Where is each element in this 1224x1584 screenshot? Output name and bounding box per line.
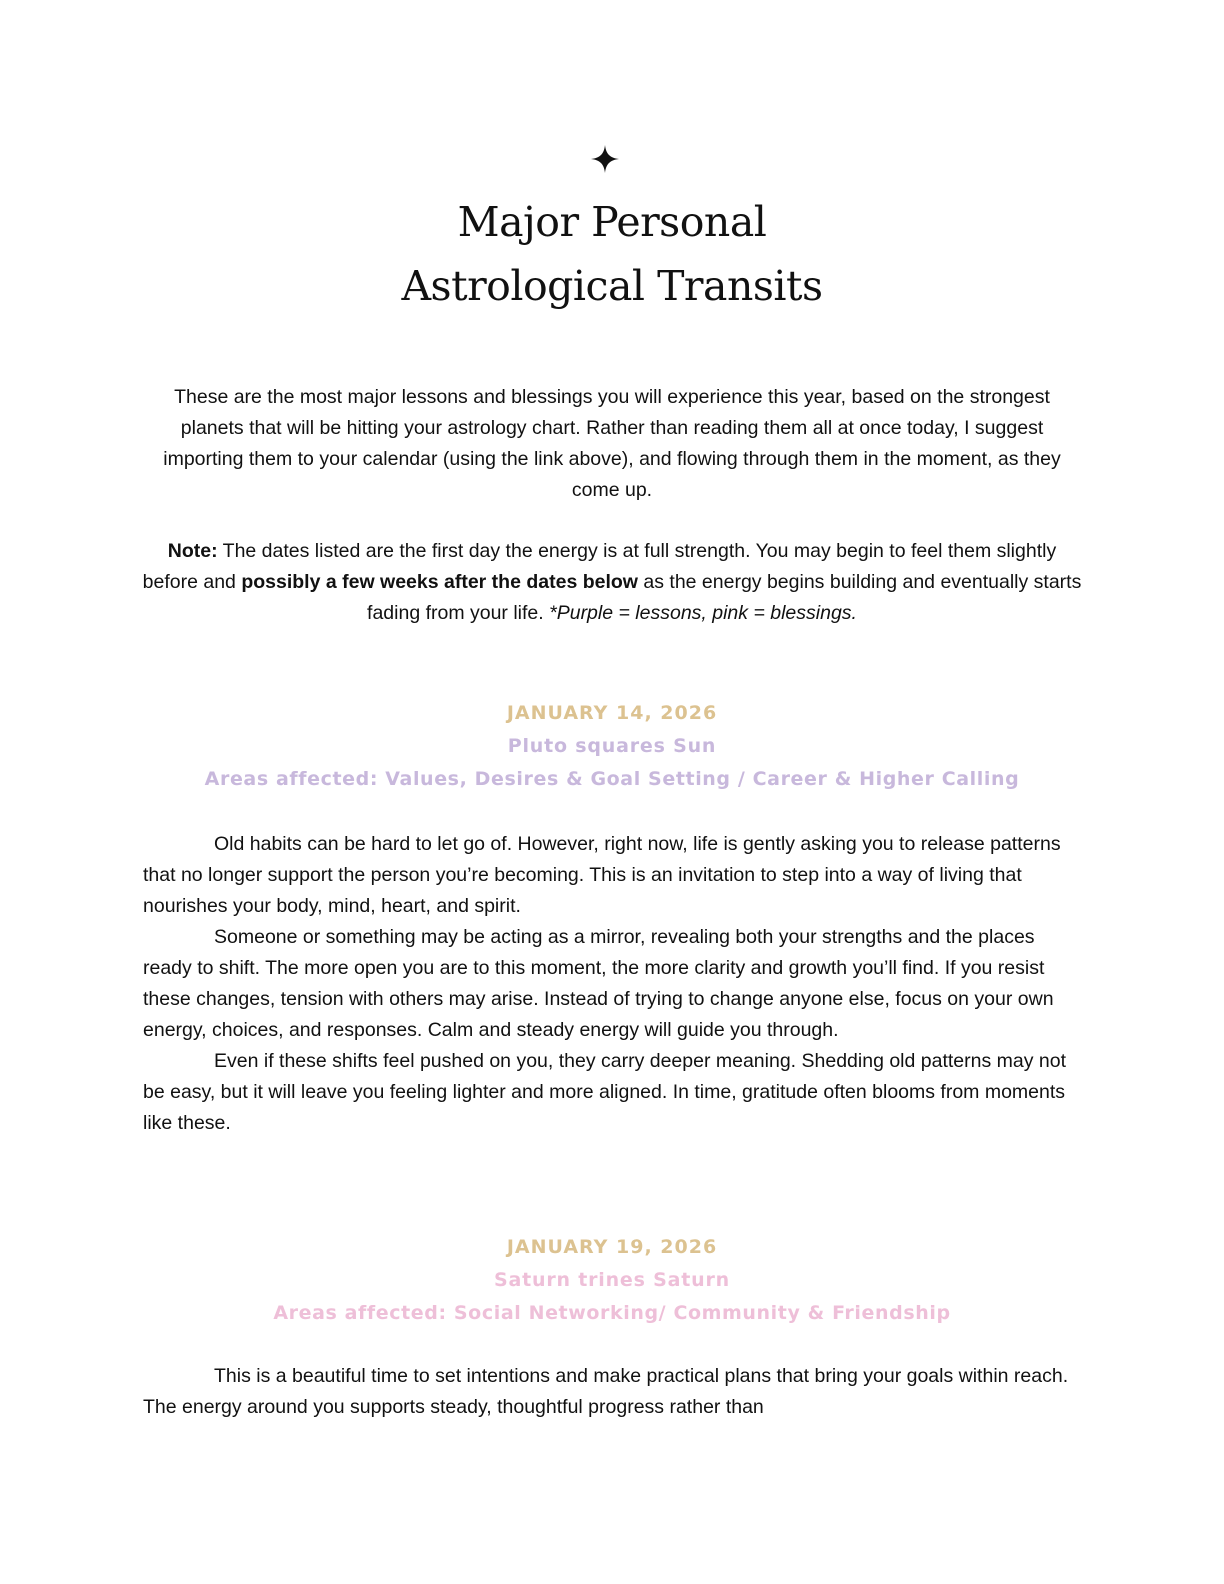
- title-line-2: Astrological Transits: [401, 262, 823, 310]
- transit-areas: Areas affected: Social Networking/ Community & Friendship: [273, 1302, 951, 1324]
- transit-description: [143, 829, 1073, 1139]
- description-paragraph: Someone or something may be acting as a mirror, revealing both your strengths and the places ready to shift. The more open you are to this moment, the more clarity and growth you’ll find. If you resist these changes, tension with others may arise. Instead of trying to change anyone else, focus on your own energy, choices, and responses. Calm and steady energy will guide you through.: [143, 926, 1054, 1041]
- note-text-1: The dates listed are the first day the energy is at full strength. You may begin to feel them slightly before and: [142, 540, 1057, 593]
- page-title: [0, 190, 1224, 318]
- description-paragraph: Old habits can be hard to let go of. However, right now, life is gently asking you to release patterns that no longer support the person you’re becoming. This is an invitation to step into a way of living that nourishes your body, mind, heart, and spirit.: [143, 833, 1061, 917]
- title-line-1: Major Personal: [457, 198, 767, 246]
- transit-aspect: Pluto squares Sun: [507, 735, 717, 757]
- transit-description: [143, 1361, 1073, 1423]
- color-legend-note: *Purple = lessons, pink = blessings.: [549, 602, 857, 624]
- transit-areas: Areas affected: Values, Desires & Goal Setting / Career & Higher Calling: [204, 768, 1020, 790]
- note-text-2: as the energy begins building and eventually starts fading from your life.: [367, 571, 1082, 624]
- transit-heading: [0, 1231, 1224, 1330]
- transit-date: JANUARY 14, 2026: [506, 702, 718, 724]
- transit-date: JANUARY 19, 2026: [506, 1236, 718, 1258]
- transit-aspect: Saturn trines Saturn: [494, 1269, 730, 1291]
- description-paragraph: This is a beautiful time to set intentions and make practical plans that bring your goals within reach. The energy around you supports steady, thoughtful progress rather than: [143, 1365, 1069, 1418]
- note-paragraph: [140, 536, 1084, 629]
- note-label: Note:: [167, 540, 218, 562]
- description-paragraph: Even if these shifts feel pushed on you, they carry deeper meaning. Shedding old patterns may not be easy, but it will leave you feeling lighter and more aligned. In time, gratitude often blooms from moments like these.: [143, 1050, 1067, 1134]
- transit-heading: [0, 697, 1224, 796]
- four-point-star-icon: [590, 144, 620, 174]
- note-bold-text: possibly a few weeks after the dates below: [241, 571, 638, 593]
- intro-paragraph: These are the most major lessons and blessings you will experience this year, based on the strongest planets that will be hitting your astrology chart. Rather than reading them all at once today, I suggest importing them to your calendar (using the link above), and flowing through them in the moment, as they come up.: [163, 386, 1061, 501]
